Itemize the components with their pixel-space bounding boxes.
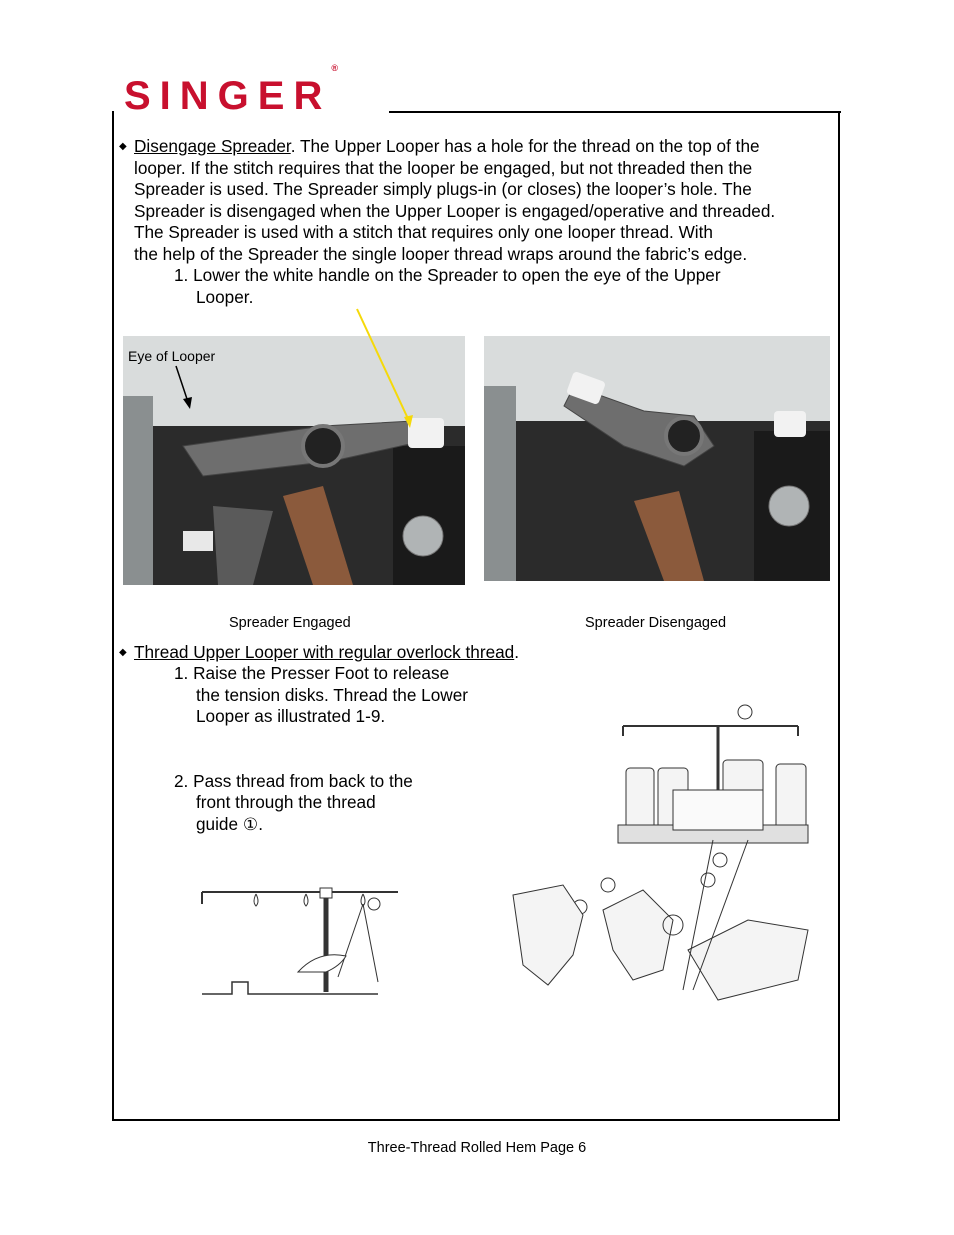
black-arrow-icon	[176, 366, 188, 402]
yellow-arrow-icon	[357, 309, 410, 423]
singer-logo: SINGER®	[124, 62, 338, 118]
section1-paragraph: Disengage Spreader. The Upper Looper has a hole for the thread on the top of the looper. If the stitch requires that the looper be engaged, but not threaded then the Spreader is used. The Spreader simply plugs-in (or closes) the looper’s hole. The Spreader is disengaged when the Upper Looper is engaged/operative and threaded. The Spreader is used with a stitch that requires only one looper thread. With the help of the Spreader the single looper thread wraps around the fabric’s edge.	[134, 136, 776, 264]
section1-heading: Disengage Spreader	[134, 136, 291, 156]
bullet-icon: ◆	[119, 647, 127, 658]
section1-step1-cont: Looper.	[196, 287, 254, 307]
caption-engaged: Spreader Engaged	[229, 615, 351, 631]
serger-threading-diagram	[508, 700, 818, 1018]
eye-of-looper-label: Eye of Looper	[128, 348, 216, 364]
thread-guide-illustration	[198, 882, 398, 1004]
bullet-icon: ◆	[119, 141, 127, 152]
section2-step2: 2. Pass thread from back to the	[174, 771, 413, 791]
section2-heading: Thread Upper Looper with regular overlock thread	[134, 642, 515, 662]
page-footer: Three-Thread Rolled Hem Page 6	[367, 1140, 587, 1156]
section2-step1: 1. Raise the Presser Foot to release	[174, 663, 450, 683]
section2-heading-line: Thread Upper Looper with regular overlock thread.	[134, 642, 520, 662]
caption-disengaged: Spreader Disengaged	[585, 615, 727, 631]
section1-step1: 1. Lower the white handle on the Spreader to open the eye of the Upper	[174, 265, 721, 285]
